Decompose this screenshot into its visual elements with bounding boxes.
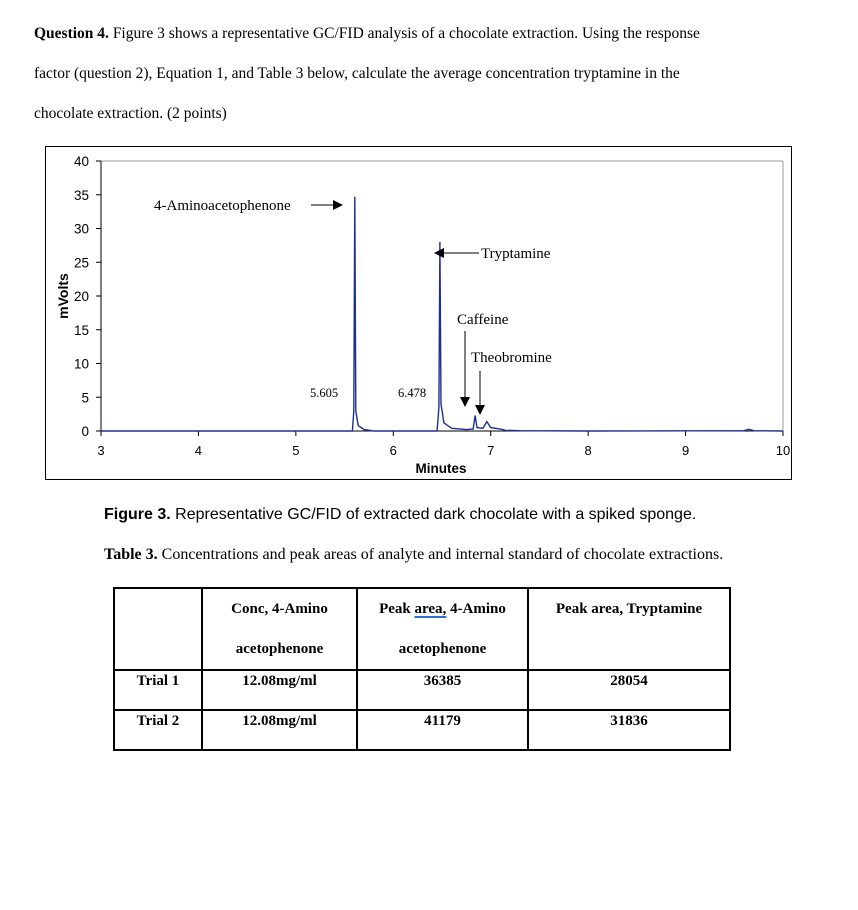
row-label: Trial 1 xyxy=(114,670,202,710)
cell-area-tryptamine: 31836 xyxy=(528,710,730,750)
annotation-tryptamine: Tryptamine xyxy=(481,246,551,262)
question-text-1: Figure 3 shows a representative GC/FID analysis of a chocolate extraction. Using the response xyxy=(108,25,700,42)
y-tick-label: 20 xyxy=(73,289,89,304)
question-line-3: chocolate extraction. (2 points) xyxy=(34,105,227,122)
x-tick-label: 4 xyxy=(194,443,203,458)
x-tick-label: 6 xyxy=(389,443,397,458)
y-tick-label: 0 xyxy=(81,424,89,439)
y-tick-label: 5 xyxy=(81,390,89,406)
x-tick-label: 8 xyxy=(584,443,592,458)
table-row xyxy=(114,710,730,750)
x-tick-label: 7 xyxy=(487,443,495,458)
retention-time-label: 5.605 xyxy=(309,386,339,400)
arrow-right-icon xyxy=(333,200,343,210)
cell-area-amino: 41179 xyxy=(357,710,528,750)
spellcheck-underline[interactable]: area, xyxy=(414,601,447,617)
table-header-row xyxy=(114,588,730,670)
header-conc-line2: acetophenone xyxy=(235,641,324,657)
cell-conc: 12.08mg/ml xyxy=(202,710,357,750)
x-tick-label: 3 xyxy=(97,443,105,458)
signal-trace xyxy=(101,197,783,431)
question-line-1 xyxy=(34,24,700,44)
chromatogram-chart xyxy=(46,147,793,481)
cell-area-amino: 36385 xyxy=(357,670,528,710)
x-tick-label: 9 xyxy=(681,443,690,458)
header-cell-peak-area-tryptamine xyxy=(528,588,730,670)
table-caption-text: Concentrations and peak areas of analyte and internal standard of chocolate extractions. xyxy=(157,546,724,563)
figure-caption-label: Figure 3. xyxy=(104,506,171,523)
y-tick-label: 15 xyxy=(73,322,89,338)
data-table xyxy=(113,587,731,751)
y-tick-label: 35 xyxy=(73,187,89,203)
arrow-down-icon xyxy=(460,397,470,407)
peak-retention-labels xyxy=(310,386,426,400)
question-label: Question 4. xyxy=(34,25,109,42)
annotation-theobromine: Theobromine xyxy=(471,350,552,366)
y-tick-label: 10 xyxy=(73,356,89,372)
table-caption-label: Table 3. xyxy=(104,546,158,563)
question-line-2: factor (question 2), Equation 1, and Table 3 below, calculate the average concentration tryptamine in the xyxy=(34,65,680,82)
cell-area-tryptamine: 28054 xyxy=(528,670,730,710)
peak-annotations xyxy=(154,198,552,415)
table-caption xyxy=(104,546,723,564)
header-cell-conc xyxy=(202,588,357,670)
header-area-amino-line1: Peak area, 4-Amino xyxy=(379,601,506,617)
cell-conc: 12.08mg/ml xyxy=(202,670,357,710)
figure-caption-text: Representative GC/FID of extracted dark chocolate with a spiked sponge. xyxy=(170,506,697,523)
retention-time-label: 6.478 xyxy=(397,386,427,400)
header-conc-line1: Conc, 4-Amino xyxy=(231,601,328,617)
y-tick-label: 40 xyxy=(73,154,89,169)
x-axis-label: Minutes xyxy=(415,461,467,476)
row-label: Trial 2 xyxy=(114,710,202,750)
annotation-4-aminoacetophenone: 4-Aminoacetophenone xyxy=(154,198,291,214)
x-tick-label: 10 xyxy=(775,443,791,458)
table-row xyxy=(114,670,730,710)
header-area-amino-line2: acetophenone xyxy=(398,641,487,657)
arrow-down-icon xyxy=(475,405,485,415)
x-tick-label: 5 xyxy=(292,443,300,458)
header-cell-empty xyxy=(114,588,202,670)
y-tick-label: 30 xyxy=(73,221,89,237)
header-area-tryptamine-line1: Peak area, Tryptamine xyxy=(555,601,703,617)
chromatogram-figure xyxy=(45,146,792,480)
y-axis-ticks xyxy=(74,154,101,439)
arrow-left-icon xyxy=(434,248,444,258)
annotation-caffeine: Caffeine xyxy=(457,312,509,328)
header-cell-peak-area-amino xyxy=(357,588,528,670)
figure-caption xyxy=(104,506,696,524)
x-axis-ticks xyxy=(97,431,790,458)
y-tick-label: 25 xyxy=(73,255,89,271)
y-axis-label: mVolts xyxy=(55,273,71,319)
